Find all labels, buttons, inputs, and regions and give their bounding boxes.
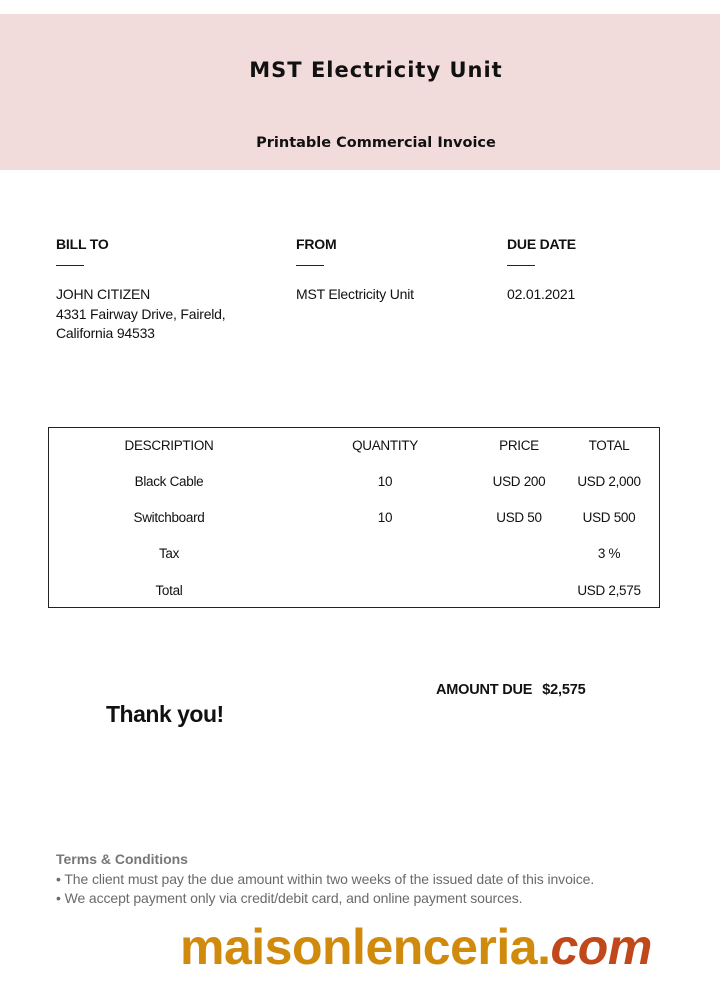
amount-due-label: AMOUNT DUE [436, 682, 533, 698]
terms-item: • We accept payment only via credit/debit card, and online payment sources. [56, 890, 523, 906]
total-value: USD 2,575 [577, 583, 641, 598]
bill-to-line: 4331 Fairway Drive, Faireld, [56, 305, 226, 322]
terms-title: Terms & Conditions [56, 851, 188, 867]
column-header-total: TOTAL [588, 438, 630, 453]
invoice-header [0, 14, 720, 170]
watermark [180, 919, 652, 975]
bill-to-address [56, 285, 225, 344]
row-description: Switchboard [133, 510, 205, 525]
from-line: MST Electricity Unit [296, 286, 414, 302]
bill-to-heading: BILL TO [56, 236, 109, 252]
document-subtitle: Printable Commercial Invoice [256, 135, 496, 151]
from-heading: FROM [296, 236, 337, 252]
watermark-suffix: com [550, 919, 652, 975]
due-date-divider [507, 265, 535, 266]
bill-to-divider [56, 265, 84, 266]
amount-due [436, 682, 585, 698]
column-header-price: PRICE [499, 438, 539, 453]
terms-item: • The client must pay the due amount within two weeks of the issued date of this invoice. [56, 871, 595, 887]
tax-value: 3 % [597, 546, 621, 561]
from-block [296, 236, 414, 305]
items-table [48, 427, 660, 608]
row-quantity: 10 [377, 474, 393, 489]
row-price: USD 50 [496, 510, 542, 525]
due-date-heading: DUE DATE [507, 236, 576, 252]
bill-to-line: California 94533 [56, 325, 155, 341]
row-total: USD 500 [582, 510, 636, 525]
column-header-quantity: QUANTITY [352, 438, 418, 453]
row-description: Black Cable [134, 474, 204, 489]
row-price: USD 200 [492, 474, 546, 489]
from-divider [296, 265, 324, 266]
row-total: USD 2,000 [577, 474, 641, 489]
bill-to-block [56, 236, 225, 344]
from-details [296, 285, 414, 305]
due-date-value: 02.01.2021 [507, 286, 576, 302]
amount-due-value: $2,575 [542, 682, 586, 698]
thank-you-note: Thank you! [106, 701, 224, 727]
column-header-description: DESCRIPTION [124, 438, 214, 453]
due-date-block [507, 236, 576, 305]
watermark-text: maisonlenceria. [180, 919, 551, 975]
tax-label: Tax [158, 546, 180, 561]
bill-to-line: JOHN CITIZEN [56, 286, 151, 302]
company-name: MST Electricity Unit [249, 58, 503, 82]
row-quantity: 10 [377, 510, 393, 525]
total-label: Total [155, 583, 183, 598]
